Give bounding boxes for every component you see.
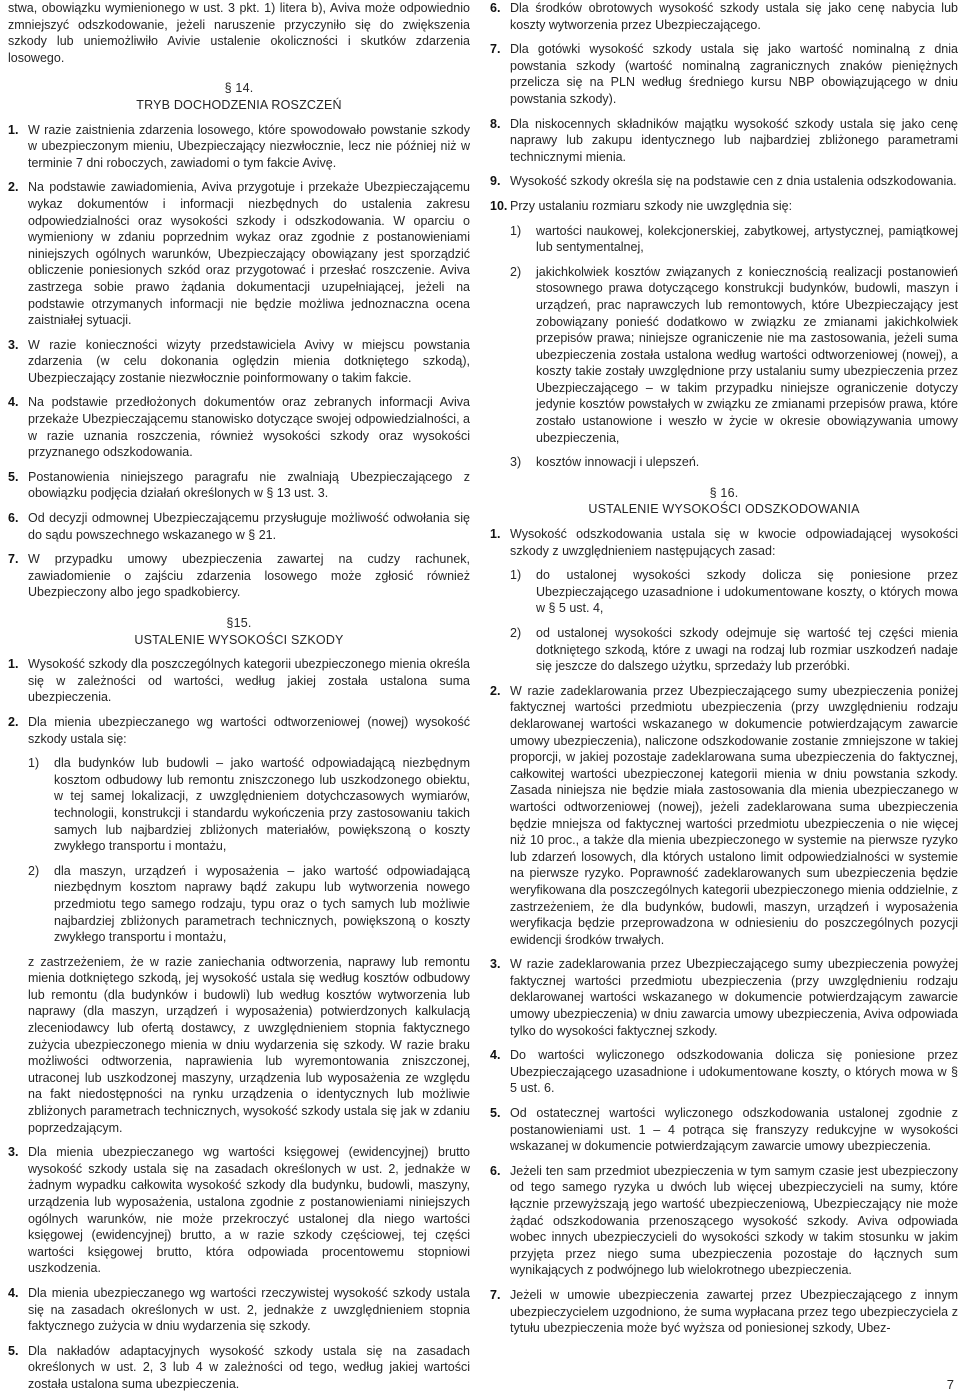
- item-number: 8.: [490, 116, 501, 131]
- item-number: 6.: [490, 1163, 501, 1178]
- sub-list-item: [490, 454, 958, 471]
- list-item: [8, 394, 470, 460]
- section-15-heading: [8, 615, 470, 648]
- list-item: [490, 1163, 958, 1279]
- list-item: [8, 1343, 470, 1393]
- item-number: 9.: [490, 174, 501, 189]
- item-text: Na podstawie przedłożonych dokumentów oraz zebranych informacji Aviva przekaże Ubezpieczającemu stanowisko dotyczące swojej odpowiedzialności, a w razie uznania roszczenia, również wysokości szkody oraz wysokości przyznanego odszkodowania.: [28, 395, 470, 460]
- item-text: Od decyzji odmownej Ubezpieczającemu przysługuje możliwość odwołania się do sądu powszechnego wskazanego w § 21.: [28, 511, 470, 542]
- right-column: [490, 0, 958, 1337]
- item-number: 1.: [8, 122, 19, 137]
- item-number: 6.: [490, 1, 501, 15]
- list-item: [490, 0, 958, 33]
- section-title: USTALENIE WYSOKOŚCI SZKODY: [134, 632, 344, 647]
- section-number: § 14.: [224, 81, 254, 96]
- list-item: [8, 551, 470, 601]
- list-item: [490, 173, 958, 190]
- item-number: 7.: [490, 42, 501, 57]
- list-item: [8, 1285, 470, 1335]
- sub-item-number: 1): [510, 568, 522, 583]
- list-item: [8, 510, 470, 543]
- sub-item-number: 2): [510, 264, 522, 279]
- list-item: [490, 1047, 958, 1097]
- sub-item-text: jakichkolwiek kosztów związanych z koniecznością realizacji postanowień stosownego prawa dotyczącego konstrukcji budynków, budowli, maszyn i urządzeń, prac naprawczych lub remontowych, które Ubezpieczający jest zobowiązany ponieść dodatkowo w związku ze zmianami jakichkolwiek przepisów prawa; niniejsze ograniczenie nie ma zastosowania, jeżeli suma ubezpieczenia została ustalona według wartości odtworzeniowej (nowej), a koszty takie zostały uwzględnione przy ustalaniu sumy ubezpieczenia przez Ubezpieczającego – w takim przypadku niniejsze ograniczenie dotyczy jedynie kosztów powstałych w związku ze zmianami przepisów prawa, które zostało ustanowione i weszło w życie w okresie obowiązywania umowy ubezpieczenia,: [536, 264, 958, 445]
- page-number: 7: [946, 1377, 954, 1393]
- sub-item-text: dla budynków lub budowli – jako wartość odpowiadającą niezbędnym kosztom odbudowy lub remontu zniszczonego lub uszkodzonego obiektu, w tej samej lokalizacji, z uwzględnieniem dotychczasowych wymiarów, technologii, konstrukcji i standardu wykończenia przy zastosowaniu takich samych lub najbardziej zbliżonych materiałów, powiększoną o koszty zwykłego transportu i montażu,: [54, 756, 470, 854]
- intro-paragraph: stwa, obowiązku wymienionego w ust. 3 pkt. 1) litera b), Aviva może odpowiednio zmniejszyć odszkodowanie, jeżeli naruszenie przyczyniło się do zwiększenia szkody lub uniemożliwiło Avivie ustalenie okoliczności i skutków zdarzenia losowego.: [8, 1, 470, 65]
- item-continuation-text: z zastrzeżeniem, że w razie zaniechania odtworzenia, naprawy lub remontu mienia dotkniętego szkodą, jej wysokość ustala się według kosztów odbudowy lub remontu (dla budynków i budowli) lub według kosztów wytworzenia lub naprawy (dla maszyn, urządzeń i wyposażenia) potwierdzonych kalkulacją zleceniodawcy lub ofertą dostawcy, z uwzględnieniem stopnia faktycznego zużycia ubezpieczonego mienia w dniu wydarzenia się szkody. W razie braku możliwości odtworzenia, naprawienia lub wyremontowania zniszczonej, utraconej lub uszkodzonej maszyny, urządzenia lub wyposażenia ze względu na fakt niedostępności na rynku urządzenia o identycznych lub możliwie zbliżonych parametrach technicznych, wysokość szkody ustala się jak w zdaniu poprzedzającym.: [28, 954, 470, 1135]
- sub-list-item: [8, 755, 470, 855]
- sub-item-number: 1): [28, 756, 40, 771]
- item-number: 1.: [490, 527, 501, 542]
- item-number: 5.: [8, 469, 19, 484]
- sub-item-text: od ustalonej wysokości szkody odejmuje się wartość tej części mienia dotkniętego szkodą, które z uwagi na rodzaj lub rozmiar uszkodzeń nadaje się jeszcze do dalszego użytku, sprzedaży lub przeróbki.: [536, 626, 958, 674]
- item-number: 4.: [8, 395, 19, 410]
- item-text: W razie zadeklarowania przez Ubezpieczającego sumy ubezpieczenia poniżej faktycznej wartości przedmiotu ubezpieczenia (przy uwzględnieniu rodzaju deklarowanej wartości wskazanego w dokumencie potwierdzającym zawarcie umowy ubezpieczenia), naliczone odszkodowanie zostanie zmniejszone w takiej proporcji, w jakiej pozostaje zadeklarowana suma ubezpieczenia do faktycznej, całkowitej wartości ubezpieczonej kategorii mienia w dniu powstania szkody. Zasada niniejsza nie będzie miała zastosowania dla mienia ubezpieczanego w wartości odtworzeniowej (nowej), jeżeli zadeklarowana suma ubezpieczenia będzie mniejsza od faktycznej wartości przedmiotu ubezpieczenia o nie więcej niż 10 proc., a także dla mienia ubezpieczonego w systemie na pierwsze ryzyko lub zdarzeń losowych, dla których ustalono limit odpowiedzialności w systemie na pierwsze ryzyko. Poprawność zadeklarowanych sum ubezpieczenia będzie weryfikowana dla poszczególnych kategorii ubezpieczonego mienia oddzielnie, z zastrzeżeniem, że dla budynków, budowli, maszyn, urządzeń i wyposażenia weryfikacja będzie przeprowadzona w odniesieniu do poszczególnych pozycji ewidencji środków trwałych.: [510, 683, 958, 947]
- item-number: 7.: [8, 552, 19, 567]
- item-text: Wysokość szkody dla poszczególnych kategorii ubezpieczonego mienia określa się w zależności od wartości, według jakiej została ustalona suma ubezpieczenia.: [28, 657, 470, 705]
- list-item: [8, 122, 470, 172]
- item-text: Przy ustalaniu rozmiaru szkody nie uwzględnia się:: [510, 198, 793, 213]
- list-item: [8, 1144, 470, 1277]
- item-number: 7.: [490, 1287, 501, 1302]
- item-text: W razie zaistnienia zdarzenia losowego, które spowodowało powstanie szkody w ubezpieczonym mieniu, Ubezpieczający niezwłocznie, lecz nie później niż w terminie 7 dni roboczych, zawiadomi o tym fakcie Avivę.: [28, 122, 470, 170]
- item-number: 1.: [8, 657, 19, 672]
- item-text: Dla niskocennych składników majątku wysokość szkody ustala się jako cenę naprawy lub zakupu identycznego lub najbardziej zbliżonego parametrami technicznymi mienia.: [510, 116, 958, 164]
- section-title: TRYB DOCHODZENIA ROSZCZEŃ: [136, 97, 342, 112]
- list-item: [490, 116, 958, 166]
- sub-item-number: 3): [510, 455, 522, 470]
- item-text: Dla mienia ubezpieczanego wg wartości rzeczywistej wysokość szkody ustala się na zasadach określonych w ust. 2, jednakże z uwzględnieniem stopnia faktycznego zużycia w dniu wydarzenia się szkody.: [28, 1285, 470, 1334]
- item-text: W przypadku umowy ubezpieczenia zawartej na cudzy rachunek, zawiadomienie o zajściu zdarzenia losowego może zgłosić również Ubezpieczony albo jego spadkobiercy.: [28, 552, 470, 600]
- item-text: Jeżeli ten sam przedmiot ubezpieczenia w tym samym czasie jest ubezpieczony od tego samego ryzyka u dwóch lub więcej ubezpieczycieli na sumy, które łącznie przewyższają jego wartość ubezpieczeniową, Ubezpieczający nie może żądać odszkodowania przenoszącego wysokość szkody. Aviva odpowiada wobec innych ubezpieczycieli do wysokości szkody w takim stosunku w jakim przyjęta przez niego suma ubezpieczenia pozostaje do łącznych sum wynikających z podwójnego lub wielokrotnego ubezpieczenia.: [510, 1163, 958, 1278]
- list-item: [490, 41, 958, 107]
- item-text: Dla mienia ubezpieczanego wg wartości odtworzeniowej (nowej) wysokość szkody ustala się:: [28, 714, 470, 746]
- sub-list-item: [490, 567, 958, 617]
- list-item: [490, 1287, 958, 1337]
- list-item: [8, 656, 470, 706]
- sub-list-item: [8, 863, 470, 946]
- section-number: §15.: [226, 616, 252, 630]
- sub-item-text: kosztów innowacji i ulepszeń.: [536, 455, 700, 470]
- sub-item-number: 2): [28, 863, 40, 878]
- item-text: Dla nakładów adaptacyjnych wysokość szkody ustala się na zasadach określonych w ust. 2, 3 lub 4 w zależności od tego, według jakiej wartości została ustalona suma ubezpieczenia.: [28, 1343, 470, 1391]
- item-text: Dla mienia ubezpieczanego wg wartości księgowej (ewidencyjnej) brutto wysokość szkody ustala się na zasadach określonych w ust. 2, jednakże w żadnym wypadku całkowita wysokość szkody dla budynku, budowli, maszyny, urządzenia lub wyposażenia, ustalona zgodnie z postanowieniami niniejszych ogólnych warunków, nie może przekroczyć ustalonej dla niego wartości księgowej (ewidencyjnej) brutto, a w razie szkody częściowej, tej części wartości księgowej brutto, która odpowiada procentowemu stopniowi uszkodzenia.: [28, 1145, 470, 1276]
- section-number: § 16.: [709, 485, 739, 500]
- item-text: Wysokość odszkodowania ustala się w kwocie odpowiadającej wysokości szkody z uwzględnieniem następujących zasad:: [510, 527, 958, 558]
- section-16-heading: [490, 485, 958, 518]
- item-number: 5.: [8, 1343, 19, 1358]
- item-text: Dla gotówki wysokość szkody ustala się jako wartość nominalną z dnia powstania szkody (wartość nominalną zagranicznych znaków pieniężnych przelicza się na PLN według średniego kursu NBP obowiązującego w dniu powstania szkody).: [510, 42, 958, 106]
- item-number: 3.: [8, 1145, 19, 1160]
- list-item: [490, 683, 958, 949]
- item-text: W razie zadeklarowania przez Ubezpieczającego sumy ubezpieczenia powyżej faktycznej wartości przedmiotu ubezpieczenia (przy uwzględnieniu rodzaju deklarowanej wartości wskazanego w dokumencie potwierdzającym zawarcie umowy ubezpieczenia) w dniu zawarcia umowy ubezpieczenia, Aviva odpowiada tylko do wysokości faktycznej szkody.: [510, 957, 958, 1038]
- item-text: Do wartości wyliczonego odszkodowania dolicza się poniesione przez Ubezpieczającego uzasadnione i udokumentowane koszty, o których mowa w § 5 ust. 6.: [510, 1048, 958, 1096]
- sub-item-text: dla maszyn, urządzeń i wyposażenia – jako wartość odpowiadającą niezbędnym kosztom naprawy bądź zakupu lub wytworzenia nowego przedmiotu tego samego rodzaju, typu oraz o tych samych lub możliwie najbardziej zbliżonych parametrach technicznych, powiększoną o koszty zwykłego transportu i montażu,: [54, 863, 470, 945]
- item-number: 3.: [490, 957, 501, 972]
- sub-list-item: [490, 223, 958, 256]
- item-text: Wysokość szkody określa się na podstawie cen z dnia ustalenia odszkodowania.: [510, 174, 957, 189]
- item-number: 2.: [8, 180, 19, 195]
- list-item: [490, 956, 958, 1039]
- item-number: 6.: [8, 511, 19, 526]
- sub-item-text: do ustalonej wysokości szkody dolicza się poniesione przez Ubezpieczającego uzasadnione i udokumentowane koszty, o których mowa w § 5 ust. 4,: [536, 568, 958, 616]
- list-item: [490, 526, 958, 559]
- item-text: Dla środków obrotowych wysokość szkody ustala się jako cenę nabycia lub koszty wytworzenia przez Ubezpieczającego.: [510, 1, 958, 32]
- item-number: 3.: [8, 337, 19, 352]
- sub-item-number: 1): [510, 223, 522, 238]
- item-text: Postanowienia niniejszego paragrafu nie zwalniają Ubezpieczającego z obowiązku podjęcia działań określonych w § 13 ust. 3.: [28, 469, 470, 501]
- item-number: 2.: [8, 714, 19, 729]
- list-item: [8, 469, 470, 502]
- sub-item-text: wartości naukowej, kolekcjonerskiej, zabytkowej, artystycznej, pamiątkowej lub sentymentalnej,: [536, 223, 958, 255]
- sub-list-item: [490, 625, 958, 675]
- item-text: Na podstawie zawiadomienia, Aviva przygotuje i przekaże Ubezpieczającemu wykaz dokumentów i informacji niezbędnych do ustalenia zakresu odpowiedzialności oraz wysokości szkody i odszkodowania. W oparciu o wymieniony w zdaniu poprzednim wykaz oraz zgodnie z postanowieniami niniejszych ogólnych warunków, Ubezpieczający obowiązany jest sporządzić obliczenie poniesionych szkód oraz przygotować i przesłać roszczenie. Aviva zastrzega sobie prawo żądania dokumentacji uzupełniającej, jeżeli na podstawie otrzymanych informacji nie będzie możliwa jednoznaczna ocena zaistniałej sytuacji.: [28, 180, 470, 328]
- item-text: W razie konieczności wizyty przedstawiciela Avivy w miejscu powstania zdarzenia (w celu dokonania oględzin mienia dotkniętego szkodą), Ubezpieczający zostanie niezwłocznie poinformowany o takim fakcie.: [28, 337, 470, 385]
- left-column: [8, 0, 470, 1393]
- list-item: [8, 179, 470, 328]
- sub-item-number: 2): [510, 626, 522, 640]
- list-item: [490, 1105, 958, 1155]
- item-number: 2.: [490, 683, 501, 698]
- item-text: Jeżeli w umowie ubezpieczenia zawartej przez Ubezpieczającego z innym ubezpieczycielem uzgodniono, że suma wypłacana przez tego ubezpieczyciela z tytułu ubezpieczenia może być wyższa od poniesionej szkody, Ubez-: [510, 1287, 958, 1336]
- list-item: [8, 714, 470, 747]
- section-title: USTALENIE WYSOKOŚCI ODSZKODOWANIA: [588, 502, 860, 517]
- item-number: 10.: [490, 198, 508, 213]
- item-number: 4.: [490, 1048, 501, 1063]
- list-item: [490, 198, 958, 215]
- sub-list-item: [490, 264, 958, 447]
- section-14-heading: [8, 80, 470, 113]
- item-text: Od ostatecznej wartości wyliczonego odszkodowania ustalonej zgodnie z postanowieniami ust. 1 – 4 potrąca się franszyzy redukcyjne w wysokości wskazanej w dokumencie potwierdzającym zawarcie umowy ubezpieczenia.: [510, 1106, 958, 1154]
- item-number: 4.: [8, 1285, 19, 1300]
- item-number: 5.: [490, 1106, 501, 1121]
- list-item: [8, 337, 470, 387]
